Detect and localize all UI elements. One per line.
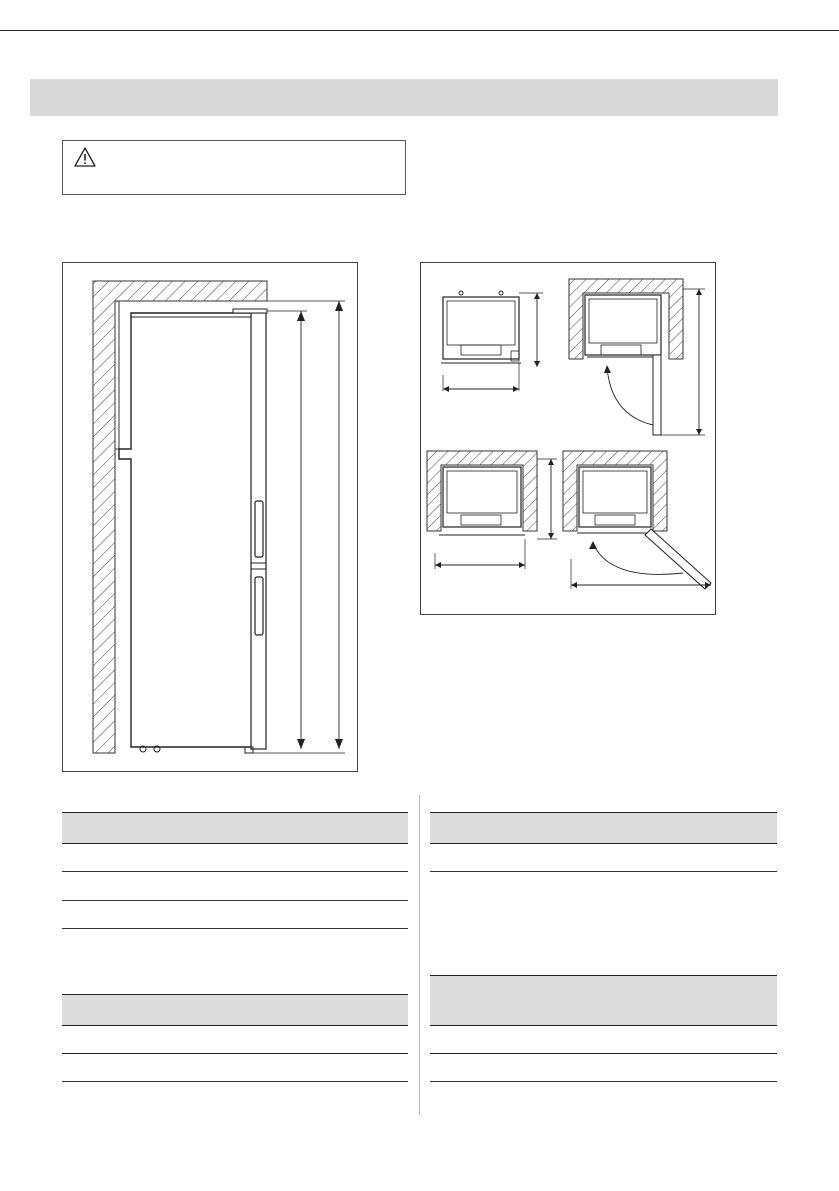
table-row-divider: [62, 1081, 408, 1082]
table-row-divider: [430, 1053, 777, 1054]
table-right-bottom-header: [430, 975, 777, 1025]
table-row-divider: [430, 871, 777, 872]
fridge-top-door-opening-diagrams: [421, 263, 717, 616]
table-row-divider: [62, 900, 408, 901]
side-view-figure: [62, 262, 358, 772]
table-left-bottom-header: [62, 994, 408, 1026]
table-row-divider: [62, 1053, 408, 1054]
table-left-top-header: [62, 812, 408, 844]
table-row-divider: [430, 1081, 777, 1082]
table-row-divider: [62, 1025, 408, 1026]
table-row-divider: [62, 928, 408, 929]
table-row-divider: [430, 843, 777, 844]
top-view-builtin: [427, 451, 557, 569]
top-view-builtin-door-open: [563, 451, 711, 589]
table-row-divider: [430, 1025, 777, 1026]
table-right-top-header: [430, 812, 777, 844]
table-row-divider: [62, 843, 408, 844]
fridge-side-clearance-diagram: [63, 263, 359, 773]
table-row-divider: [62, 871, 408, 872]
top-view-figure: [420, 262, 716, 615]
top-view-niche-door-open: [569, 279, 705, 435]
top-view-freestanding: [441, 291, 543, 392]
column-divider: [419, 795, 420, 1115]
page-top-rule: [0, 30, 839, 31]
warning-triangle-icon: [74, 147, 96, 167]
section-header-band: [30, 79, 778, 116]
warning-box: [62, 140, 406, 195]
